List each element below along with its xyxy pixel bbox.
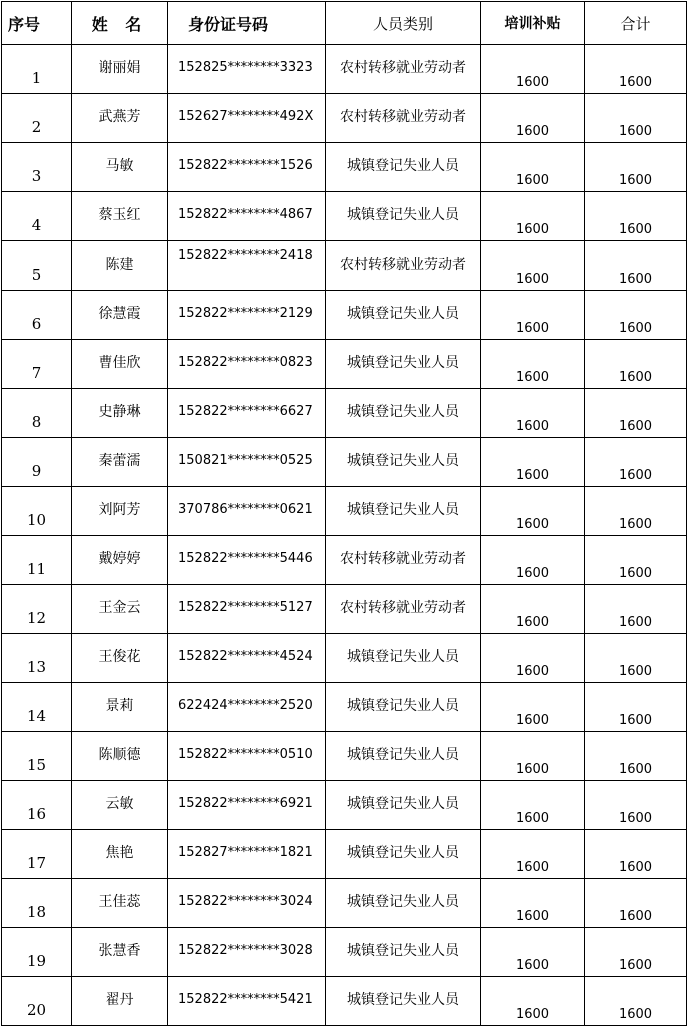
row-id-number: 152627********492X (168, 94, 326, 143)
row-training-subsidy: 1600 (481, 781, 585, 830)
row-id-number: 150821********0525 (168, 438, 326, 487)
row-total: 1600 (585, 928, 687, 977)
row-id-number: 152822********6627 (168, 389, 326, 438)
row-id-number: 152822********1526 (168, 143, 326, 192)
row-name: 焦艳 (72, 830, 168, 879)
row-id-number: 152822********4867 (168, 192, 326, 241)
table-body (2, 45, 687, 1026)
row-training-subsidy: 1600 (481, 389, 585, 438)
table-row (2, 879, 687, 928)
row-seq: 16 (2, 781, 72, 830)
row-id-number: 152822********0510 (168, 732, 326, 781)
row-person-type: 农村转移就业劳动者 (326, 94, 481, 143)
row-person-type: 农村转移就业劳动者 (326, 45, 481, 94)
row-seq: 19 (2, 928, 72, 977)
row-id-number: 152827********1821 (168, 830, 326, 879)
row-total: 1600 (585, 830, 687, 879)
row-seq: 14 (2, 683, 72, 732)
row-person-type: 城镇登记失业人员 (326, 487, 481, 536)
table-row (2, 683, 687, 732)
row-training-subsidy: 1600 (481, 879, 585, 928)
table-row (2, 928, 687, 977)
row-name: 云敏 (72, 781, 168, 830)
row-id-number: 152822********0823 (168, 340, 326, 389)
table-row (2, 732, 687, 781)
row-person-type: 城镇登记失业人员 (326, 389, 481, 438)
table-header (2, 2, 687, 45)
row-total: 1600 (585, 340, 687, 389)
row-training-subsidy: 1600 (481, 536, 585, 585)
row-seq: 6 (2, 291, 72, 340)
header-training-subsidy: 培训补贴 (481, 2, 585, 45)
row-name: 翟丹 (72, 977, 168, 1026)
roster-table (1, 1, 687, 1026)
header-row (2, 2, 687, 45)
row-training-subsidy: 1600 (481, 45, 585, 94)
table-row (2, 830, 687, 879)
table-row (2, 438, 687, 487)
row-training-subsidy: 1600 (481, 977, 585, 1026)
row-id-number: 370786********0621 (168, 487, 326, 536)
row-seq: 5 (2, 241, 72, 291)
row-name: 刘阿芳 (72, 487, 168, 536)
row-seq: 12 (2, 585, 72, 634)
row-name: 史静琳 (72, 389, 168, 438)
row-total: 1600 (585, 683, 687, 732)
row-person-type: 城镇登记失业人员 (326, 192, 481, 241)
row-total: 1600 (585, 291, 687, 340)
row-seq: 17 (2, 830, 72, 879)
row-total: 1600 (585, 879, 687, 928)
row-training-subsidy: 1600 (481, 94, 585, 143)
row-total: 1600 (585, 977, 687, 1026)
row-total: 1600 (585, 634, 687, 683)
row-seq: 20 (2, 977, 72, 1026)
row-person-type: 城镇登记失业人员 (326, 683, 481, 732)
row-person-type: 城镇登记失业人员 (326, 634, 481, 683)
row-total: 1600 (585, 536, 687, 585)
row-id-number: 152822********6921 (168, 781, 326, 830)
row-name: 曹佳欣 (72, 340, 168, 389)
row-id-number: 152822********3028 (168, 928, 326, 977)
row-id-number: 152822********2129 (168, 291, 326, 340)
row-id-number: 152822********5127 (168, 585, 326, 634)
row-total: 1600 (585, 732, 687, 781)
row-seq: 3 (2, 143, 72, 192)
row-name: 徐慧霞 (72, 291, 168, 340)
row-name: 武燕芳 (72, 94, 168, 143)
table-row (2, 94, 687, 143)
row-person-type: 城镇登记失业人员 (326, 977, 481, 1026)
row-person-type: 城镇登记失业人员 (326, 732, 481, 781)
row-total: 1600 (585, 143, 687, 192)
row-person-type: 城镇登记失业人员 (326, 830, 481, 879)
row-training-subsidy: 1600 (481, 487, 585, 536)
row-id-number: 152822********4524 (168, 634, 326, 683)
row-name: 王佳蕊 (72, 879, 168, 928)
row-training-subsidy: 1600 (481, 928, 585, 977)
table-row (2, 487, 687, 536)
table-row (2, 389, 687, 438)
row-seq: 18 (2, 879, 72, 928)
table-row (2, 536, 687, 585)
row-total: 1600 (585, 487, 687, 536)
row-total: 1600 (585, 438, 687, 487)
row-name: 张慧香 (72, 928, 168, 977)
row-person-type: 农村转移就业劳动者 (326, 536, 481, 585)
table-row (2, 192, 687, 241)
row-training-subsidy: 1600 (481, 291, 585, 340)
row-seq: 9 (2, 438, 72, 487)
row-name: 王金云 (72, 585, 168, 634)
row-person-type: 城镇登记失业人员 (326, 879, 481, 928)
row-name: 景莉 (72, 683, 168, 732)
table-row (2, 340, 687, 389)
row-seq: 8 (2, 389, 72, 438)
row-total: 1600 (585, 94, 687, 143)
header-total: 合计 (585, 2, 687, 45)
row-training-subsidy: 1600 (481, 340, 585, 389)
row-seq: 2 (2, 94, 72, 143)
row-training-subsidy: 1600 (481, 683, 585, 732)
row-training-subsidy: 1600 (481, 143, 585, 192)
row-person-type: 城镇登记失业人员 (326, 340, 481, 389)
row-training-subsidy: 1600 (481, 585, 585, 634)
row-name: 戴婷婷 (72, 536, 168, 585)
row-id-number: 152822********5446 (168, 536, 326, 585)
row-name: 蔡玉红 (72, 192, 168, 241)
row-id-number: 152822********5421 (168, 977, 326, 1026)
row-person-type: 城镇登记失业人员 (326, 291, 481, 340)
row-person-type: 城镇登记失业人员 (326, 928, 481, 977)
row-person-type: 城镇登记失业人员 (326, 438, 481, 487)
row-training-subsidy: 1600 (481, 634, 585, 683)
row-name: 马敏 (72, 143, 168, 192)
row-seq: 1 (2, 45, 72, 94)
table-row (2, 241, 687, 291)
row-person-type: 城镇登记失业人员 (326, 143, 481, 192)
row-id-number: 152825********3323 (168, 45, 326, 94)
row-id-number: 152822********2418 (168, 241, 326, 291)
table-row (2, 143, 687, 192)
row-seq: 15 (2, 732, 72, 781)
row-name: 谢丽娟 (72, 45, 168, 94)
row-person-type: 城镇登记失业人员 (326, 781, 481, 830)
row-person-type: 农村转移就业劳动者 (326, 585, 481, 634)
row-seq: 10 (2, 487, 72, 536)
row-name: 王俊花 (72, 634, 168, 683)
row-name: 陈顺德 (72, 732, 168, 781)
row-seq: 4 (2, 192, 72, 241)
table-row (2, 781, 687, 830)
table-row (2, 585, 687, 634)
header-person-type: 人员类别 (326, 2, 481, 45)
row-training-subsidy: 1600 (481, 732, 585, 781)
row-id-number: 622424********2520 (168, 683, 326, 732)
row-training-subsidy: 1600 (481, 438, 585, 487)
row-training-subsidy: 1600 (481, 830, 585, 879)
table-row (2, 45, 687, 94)
row-seq: 11 (2, 536, 72, 585)
header-name: 姓 名 (72, 2, 168, 45)
row-total: 1600 (585, 45, 687, 94)
row-seq: 7 (2, 340, 72, 389)
row-total: 1600 (585, 585, 687, 634)
row-seq: 13 (2, 634, 72, 683)
header-seq: 序号 (2, 2, 72, 45)
header-id-number: 身份证号码 (168, 2, 326, 45)
row-training-subsidy: 1600 (481, 241, 585, 291)
row-person-type: 农村转移就业劳动者 (326, 241, 481, 291)
row-total: 1600 (585, 241, 687, 291)
row-total: 1600 (585, 192, 687, 241)
row-id-number: 152822********3024 (168, 879, 326, 928)
row-name: 陈建 (72, 241, 168, 291)
table-row (2, 634, 687, 683)
row-training-subsidy: 1600 (481, 192, 585, 241)
row-total: 1600 (585, 781, 687, 830)
row-name: 秦蕾濡 (72, 438, 168, 487)
row-total: 1600 (585, 389, 687, 438)
table-row (2, 291, 687, 340)
table-row (2, 977, 687, 1026)
